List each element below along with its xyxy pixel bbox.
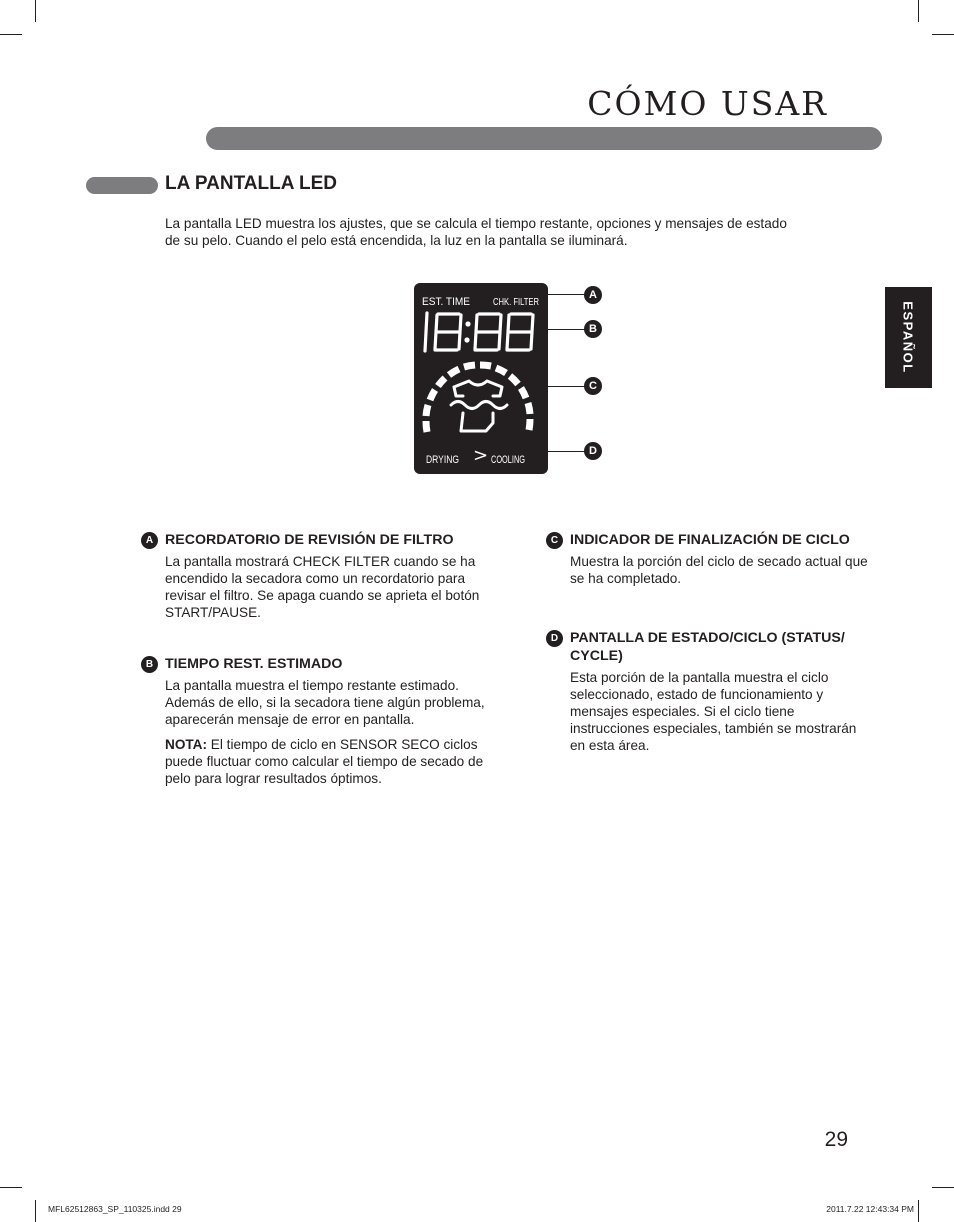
page-number: 29 (824, 1128, 848, 1151)
item-title: TIEMPO REST. ESTIMADO (165, 656, 343, 672)
callout-d: D (584, 442, 602, 460)
colon-dot (464, 337, 469, 342)
note-label: NOTA: (165, 737, 208, 752)
callout-a: A (584, 286, 602, 304)
item-body: Esta porción de la pantalla muestra el ciclo seleccionado, estado de funcionamiento y mensajes especiales. Si el ciclo tiene instrucciones especiales, también se mostrarán en esta área. (570, 670, 857, 753)
callout-line-c (541, 386, 585, 387)
crop-mark (932, 34, 954, 35)
callout-line-d (541, 451, 585, 452)
language-tab (885, 287, 932, 388)
time-digits-value: 18:88 (414, 283, 417, 284)
item-badge: B (141, 656, 158, 673)
shirt-icon (451, 381, 507, 431)
file-slug: MFL62512863_SP_110325.indd 29 (48, 1204, 182, 1214)
item-body: Muestra la porción del ciclo de secado actual que se ha completado. (570, 554, 868, 586)
est-time-label: EST. TIME (422, 296, 470, 308)
callout-line-a (541, 294, 585, 295)
colon-dot (465, 321, 470, 326)
item-note (165, 736, 486, 787)
item-filter-reminder (141, 531, 486, 621)
arrow-right-icon: > (473, 445, 489, 466)
crop-mark (932, 1187, 954, 1188)
title-bar (206, 127, 882, 150)
chapter-title: CÓMO USAR (587, 84, 828, 123)
crop-mark (35, 0, 36, 22)
item-estimated-time (141, 655, 486, 787)
callout-line-b (541, 329, 585, 330)
crop-mark (35, 1200, 36, 1222)
cooling-label: COOLING (491, 454, 525, 466)
item-status-cycle (546, 629, 871, 754)
crop-mark (918, 0, 919, 22)
item-title: INDICADOR DE FINALIZACIÓN DE CICLO (570, 532, 850, 548)
section-heading: LA PANTALLA LED (165, 173, 338, 194)
item-title: RECORDATORIO DE REVISIÓN DE FILTRO (165, 532, 454, 548)
item-cycle-completion (546, 531, 876, 587)
item-title: PANTALLA DE ESTADO/CICLO (STATUS/ CYCLE) (570, 630, 845, 664)
language-tab-label: ESPAÑOL (901, 301, 917, 374)
callout-b: B (584, 320, 602, 338)
item-badge: A (141, 532, 158, 549)
intro-paragraph: La pantalla LED muestra los ajustes, que se calcula el tiempo restante, opciones y mensajes de estado de su pelo. Cuando el pelo está encendida, la luz en la pantalla se iluminará. (165, 216, 787, 248)
drying-label: DRYING (426, 454, 459, 466)
crop-mark (0, 1187, 22, 1188)
crop-mark (918, 1200, 919, 1222)
note-text: El tiempo de ciclo en SENSOR SECO ciclos puede fluctuar como calcular el tiempo de secado de pelo para lograr resultados óptimos. (165, 737, 484, 786)
date-slug: 2011.7.22 12:43:34 PM (826, 1204, 914, 1214)
item-badge: C (546, 532, 563, 549)
led-display-panel (414, 283, 548, 474)
section-pill (86, 177, 158, 194)
cycle-progress-arc-icon (426, 365, 530, 432)
time-digits-icon (425, 313, 533, 351)
callout-c: C (584, 377, 602, 395)
crop-mark (0, 34, 22, 35)
item-badge: D (546, 630, 563, 647)
led-display-illustration (414, 283, 548, 474)
item-body: La pantalla muestra el tiempo restante estimado. Además de ello, si la secadora tiene algún problema, aparecerán mensaje de error en pantalla. (165, 678, 485, 727)
item-body: La pantalla mostrará CHECK FILTER cuando se ha encendido la secadora como un recordatorio para revisar el filtro. Se apaga cuando se aprieta el botón START/PAUSE. (165, 554, 480, 620)
chk-filter-label: CHK. FILTER (493, 297, 539, 308)
